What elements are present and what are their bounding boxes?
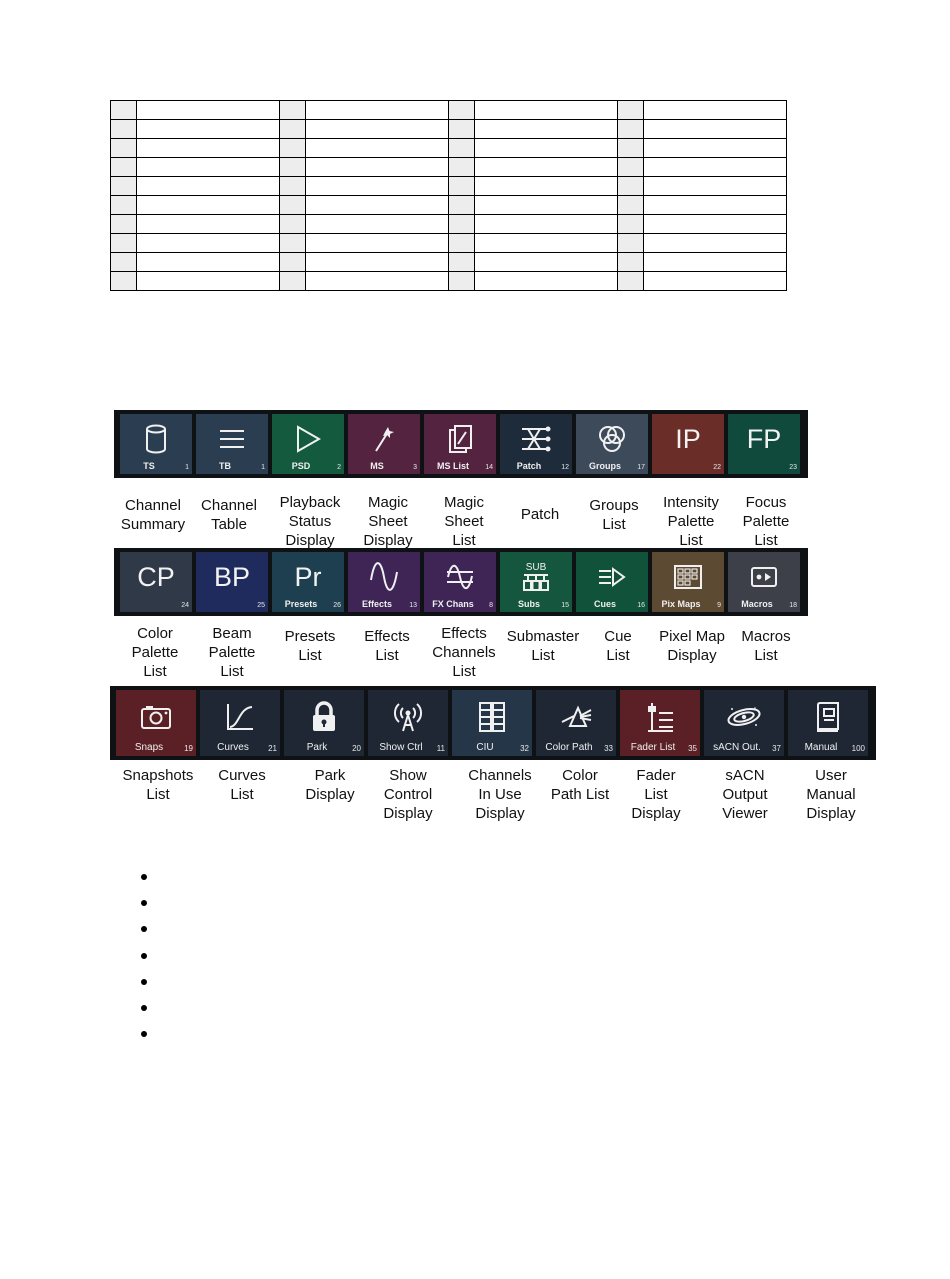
icon-strip-1	[114, 410, 808, 478]
fader-list-icon	[620, 701, 700, 733]
tile-caption	[611, 766, 701, 823]
tile-caption	[363, 766, 453, 823]
caption-line: Palette	[667, 513, 715, 530]
caption-line: In Use	[478, 786, 522, 803]
tile-number: 18	[789, 602, 797, 609]
entry-cell	[475, 196, 618, 215]
tile-caption	[721, 627, 811, 665]
caption-line: Display	[305, 786, 355, 803]
tab-tile-presets[interactable]	[272, 552, 344, 612]
tile-number: 25	[257, 602, 265, 609]
tile-label: Macros	[741, 599, 773, 609]
caption-line: Summary	[120, 516, 186, 533]
entry-cell	[306, 101, 449, 120]
bullet-point	[141, 926, 147, 932]
caption-line: Submaster	[506, 628, 580, 645]
number-cell	[618, 158, 644, 177]
caption-line: Display	[806, 805, 856, 822]
tab-tile-ip[interactable]	[652, 414, 724, 474]
number-cell	[449, 101, 475, 120]
number-cell	[449, 215, 475, 234]
number-cell	[618, 120, 644, 139]
caption-line: Fader	[636, 767, 676, 784]
caption-line: Display	[285, 532, 335, 549]
icon-strip-2	[114, 548, 808, 616]
entry-cell	[475, 215, 618, 234]
entry-cell	[137, 101, 280, 120]
tile-number: 35	[688, 744, 697, 753]
bullet-point	[141, 953, 147, 959]
bullet-point	[141, 1031, 147, 1037]
book-icon	[788, 701, 868, 733]
number-cell	[449, 177, 475, 196]
tab-tile-sacn-out[interactable]	[704, 690, 784, 756]
caption-line: Color	[137, 625, 173, 642]
number-cell	[449, 158, 475, 177]
galaxy-icon	[704, 701, 784, 733]
caption-line: Magic	[443, 494, 484, 511]
number-cell	[280, 272, 306, 291]
tile-label: Show Ctrl	[379, 742, 423, 753]
number-cell	[618, 234, 644, 253]
caption-line: Sheet	[368, 513, 408, 530]
tab-tile-curves[interactable]	[200, 690, 280, 756]
tile-label: Cues	[593, 599, 616, 609]
caption-line: Pixel Map	[659, 628, 725, 645]
caption-line: sACN	[725, 767, 765, 784]
tile-label: Curves	[217, 742, 249, 753]
tab-tile-effects[interactable]	[348, 552, 420, 612]
broadcast-antenna-icon	[368, 701, 448, 733]
caption-line: Show	[389, 767, 427, 784]
bullet-point	[141, 874, 147, 880]
bullet-point	[141, 979, 147, 985]
entry-cell	[306, 158, 449, 177]
number-cell	[111, 215, 137, 234]
entry-cell	[644, 234, 787, 253]
number-cell	[280, 177, 306, 196]
entry-cell	[644, 253, 787, 272]
tile-number: 2	[337, 464, 341, 471]
caption-line: Status	[288, 513, 332, 530]
entry-cell	[475, 120, 618, 139]
caption-line: List	[230, 786, 254, 803]
tile-caption	[184, 496, 274, 534]
table-row	[111, 196, 787, 215]
caption-line: Focus	[745, 494, 787, 511]
tile-number: 16	[637, 602, 645, 609]
caption-line: Sheet	[444, 513, 484, 530]
tab-tile-macros[interactable]	[728, 552, 800, 612]
caption-line: List	[220, 663, 244, 680]
tile-number: 24	[181, 602, 189, 609]
caption-line: Cue	[604, 628, 632, 645]
caption-line: Output	[722, 786, 768, 803]
entry-cell	[306, 215, 449, 234]
tile-number: 15	[561, 602, 569, 609]
entry-cell	[475, 158, 618, 177]
caption-line: List	[531, 647, 555, 664]
caption-line: Patch	[520, 506, 560, 523]
blank-grid-table	[110, 100, 787, 291]
sine-wave-icon	[348, 561, 420, 593]
number-cell	[618, 253, 644, 272]
caption-line: Intensity	[663, 494, 719, 511]
number-cell	[618, 177, 644, 196]
caption-line: Presets	[284, 628, 336, 645]
caption-line: Playback	[279, 494, 341, 511]
magic-sheet-list-icon	[424, 423, 496, 455]
tile-number: 32	[520, 744, 529, 753]
cylinder-icon	[120, 423, 192, 455]
pixel-map-icon	[652, 561, 724, 593]
tab-tile-pix-maps[interactable]	[652, 552, 724, 612]
tile-caption	[786, 766, 876, 823]
tab-tile-show-ctrl[interactable]	[368, 690, 448, 756]
number-cell	[111, 120, 137, 139]
number-cell	[449, 120, 475, 139]
cp-text-icon: CP	[137, 561, 175, 592]
table-row	[111, 101, 787, 120]
caption-line: List	[146, 786, 170, 803]
caption-line: Beam	[212, 625, 252, 642]
tile-label: Subs	[517, 599, 540, 609]
entry-cell	[137, 120, 280, 139]
table-row	[111, 215, 787, 234]
tile-number: 3	[413, 464, 417, 471]
tile-caption	[187, 624, 277, 681]
caption-line: List	[602, 516, 626, 533]
caption-line: Display	[667, 647, 717, 664]
caption-line: List	[606, 647, 630, 664]
tile-caption	[419, 624, 509, 681]
fp-text-icon: FP	[746, 423, 782, 454]
number-cell	[111, 234, 137, 253]
caption-line: List	[452, 532, 476, 549]
entry-cell	[644, 196, 787, 215]
number-cell	[280, 253, 306, 272]
tile-number: 20	[352, 744, 361, 753]
entry-cell	[644, 177, 787, 196]
bullet-point	[141, 900, 147, 906]
entry-cell	[137, 139, 280, 158]
tile-number: 9	[717, 602, 721, 609]
tile-number: 37	[772, 744, 781, 753]
caption-line: Viewer	[722, 805, 768, 822]
tab-tile-park[interactable]	[284, 690, 364, 756]
tab-tile-snaps[interactable]	[116, 690, 196, 756]
entry-cell	[644, 215, 787, 234]
entry-cell	[475, 253, 618, 272]
tab-tile-ms-list[interactable]	[424, 414, 496, 474]
tile-label: FX Chans	[432, 599, 474, 609]
number-cell	[280, 158, 306, 177]
number-cell	[280, 139, 306, 158]
table-row	[111, 253, 787, 272]
entry-cell	[644, 101, 787, 120]
tab-tile-color-path[interactable]	[536, 690, 616, 756]
magic-wand-icon	[348, 423, 420, 455]
number-cell	[449, 253, 475, 272]
padlock-icon	[284, 701, 364, 733]
tile-number: 21	[268, 744, 277, 753]
number-cell	[449, 196, 475, 215]
caption-line: User	[815, 767, 847, 784]
caption-line: Display	[383, 805, 433, 822]
entry-cell	[644, 120, 787, 139]
ip-text-icon: IP	[675, 423, 701, 454]
caption-line: Curves	[218, 767, 266, 784]
caption-line: Color	[562, 767, 598, 784]
tab-tile-ms[interactable]	[348, 414, 420, 474]
tile-label: TB	[219, 461, 231, 471]
entry-cell	[475, 101, 618, 120]
bp-text-icon: BP	[213, 561, 251, 592]
effects-channels-icon	[424, 561, 496, 593]
number-cell	[618, 139, 644, 158]
caption-line: Control	[383, 786, 433, 803]
entry-cell	[475, 234, 618, 253]
icon-strip-3	[110, 686, 876, 760]
number-cell	[449, 139, 475, 158]
table-row	[111, 120, 787, 139]
number-cell	[618, 196, 644, 215]
entry-cell	[306, 139, 449, 158]
entry-cell	[306, 234, 449, 253]
tile-label: Effects	[361, 599, 392, 609]
tile-number: 26	[333, 602, 341, 609]
entry-cell	[137, 234, 280, 253]
pr-text-icon: Pr	[294, 561, 322, 592]
tile-caption	[285, 766, 375, 804]
number-cell	[449, 272, 475, 291]
entry-cell	[137, 158, 280, 177]
cue-go-icon	[576, 561, 648, 593]
tile-label: Pix Maps	[661, 599, 701, 609]
tile-number: 14	[485, 464, 493, 471]
tile-number: 11	[436, 744, 445, 753]
list-lines-icon	[196, 423, 268, 455]
number-cell	[618, 272, 644, 291]
tile-label: sACN Out.	[713, 742, 761, 753]
caption-line: Magic	[367, 494, 408, 511]
number-cell	[280, 196, 306, 215]
caption-line: List	[679, 532, 703, 549]
tab-tile-tb[interactable]	[196, 414, 268, 474]
number-cell	[111, 139, 137, 158]
groups-circles-icon	[576, 423, 648, 455]
tile-number: 1	[261, 464, 265, 471]
tile-label: Manual	[804, 742, 838, 753]
tab-tile-fader-list[interactable]	[620, 690, 700, 756]
caption-line: List	[375, 647, 399, 664]
tile-label: TS	[143, 461, 155, 471]
entry-cell	[137, 215, 280, 234]
tile-label: Groups	[588, 461, 621, 471]
submaster-icon	[500, 561, 572, 593]
curve-icon	[200, 701, 280, 733]
play-triangle-icon	[272, 423, 344, 455]
entry-cell	[306, 272, 449, 291]
tab-tile-bp[interactable]	[196, 552, 268, 612]
number-cell	[111, 272, 137, 291]
tile-number: 19	[184, 744, 193, 753]
tile-number: 12	[561, 464, 569, 471]
caption-line: Palette	[742, 513, 790, 530]
entry-cell	[306, 253, 449, 272]
tile-label: Park	[306, 742, 328, 753]
tile-caption	[265, 493, 355, 550]
entry-cell	[137, 196, 280, 215]
tab-tile-fp[interactable]	[728, 414, 800, 474]
tile-caption	[113, 766, 203, 804]
caption-line: Effects	[441, 625, 487, 642]
tile-label: MS	[370, 461, 384, 471]
caption-line: Channels	[468, 767, 532, 784]
caption-line: List	[143, 663, 167, 680]
caption-line: Table	[211, 516, 247, 533]
svg-text:SUB: SUB	[525, 562, 547, 573]
number-cell	[280, 234, 306, 253]
tile-number: 33	[604, 744, 613, 753]
entry-cell	[137, 253, 280, 272]
entry-cell	[306, 196, 449, 215]
tab-tile-manual[interactable]	[788, 690, 868, 756]
tab-tile-cp[interactable]	[120, 552, 192, 612]
number-cell	[280, 101, 306, 120]
tab-tile-groups[interactable]	[576, 414, 648, 474]
tile-label: Color Path	[545, 742, 593, 753]
tile-label: PSD	[291, 461, 311, 471]
tab-tile-subs[interactable]	[500, 552, 572, 612]
bullet-point	[141, 1005, 147, 1011]
tile-label: Presets	[284, 599, 318, 609]
number-cell	[111, 177, 137, 196]
tab-tile-ts[interactable]	[120, 414, 192, 474]
tile-number: 1	[185, 464, 189, 471]
number-cell	[449, 234, 475, 253]
entry-cell	[306, 177, 449, 196]
tile-caption	[721, 493, 811, 550]
tab-tile-patch[interactable]	[500, 414, 572, 474]
number-cell	[111, 158, 137, 177]
tile-caption	[700, 766, 790, 823]
columns-icon	[452, 701, 532, 733]
entry-cell	[644, 139, 787, 158]
caption-line: Path List	[550, 786, 610, 803]
caption-line: Display	[631, 805, 681, 822]
entry-cell	[306, 120, 449, 139]
caption-line: Channel	[125, 497, 181, 514]
tile-number: 17	[637, 464, 645, 471]
caption-line: Channels	[432, 644, 496, 661]
caption-line: Macros	[741, 628, 791, 645]
entry-cell	[475, 272, 618, 291]
entry-cell	[475, 139, 618, 158]
number-cell	[111, 196, 137, 215]
caption-line: Effects	[364, 628, 410, 645]
entry-cell	[137, 177, 280, 196]
caption-line: List	[452, 663, 476, 680]
tab-tile-fx-chans[interactable]	[424, 552, 496, 612]
prism-icon	[536, 701, 616, 733]
entry-cell	[644, 272, 787, 291]
caption-line: Display	[363, 532, 413, 549]
caption-line: Display	[475, 805, 525, 822]
table-row	[111, 139, 787, 158]
tile-number: 100	[851, 744, 865, 753]
tile-label: MS List	[436, 461, 469, 471]
tile-number: 22	[713, 464, 721, 471]
caption-line: List	[754, 647, 778, 664]
entry-cell	[644, 158, 787, 177]
number-cell	[280, 215, 306, 234]
caption-line: Park	[314, 767, 346, 784]
tile-caption	[197, 766, 287, 804]
caption-line: Channel	[201, 497, 257, 514]
tile-label: Fader List	[630, 742, 676, 753]
number-cell	[111, 101, 137, 120]
caption-line: Palette	[208, 644, 256, 661]
number-cell	[618, 215, 644, 234]
tile-label: CIU	[476, 742, 494, 753]
table-row	[111, 158, 787, 177]
macro-icon	[728, 561, 800, 593]
number-cell	[280, 120, 306, 139]
table-row	[111, 177, 787, 196]
caption-line: Snapshots	[122, 767, 194, 784]
table-row	[111, 272, 787, 291]
number-cell	[111, 253, 137, 272]
camera-icon	[116, 701, 196, 733]
caption-line: Groups	[589, 497, 639, 514]
entry-cell	[475, 177, 618, 196]
tile-number: 23	[789, 464, 797, 471]
caption-line: Manual	[806, 786, 856, 803]
tile-caption	[455, 766, 545, 823]
caption-line: Palette	[131, 644, 179, 661]
table-row	[111, 234, 787, 253]
tile-label: Snaps	[134, 742, 164, 753]
caption-line: List	[298, 647, 322, 664]
tile-number: 13	[409, 602, 417, 609]
tile-number: 8	[489, 602, 493, 609]
patch-icon	[500, 423, 572, 455]
tab-tile-ciu[interactable]	[452, 690, 532, 756]
caption-line: List	[754, 532, 778, 549]
entry-cell	[137, 272, 280, 291]
number-cell	[618, 101, 644, 120]
tab-tile-psd[interactable]	[272, 414, 344, 474]
tile-label: Patch	[516, 461, 542, 471]
tab-tile-cues[interactable]	[576, 552, 648, 612]
caption-line: List	[644, 786, 668, 803]
